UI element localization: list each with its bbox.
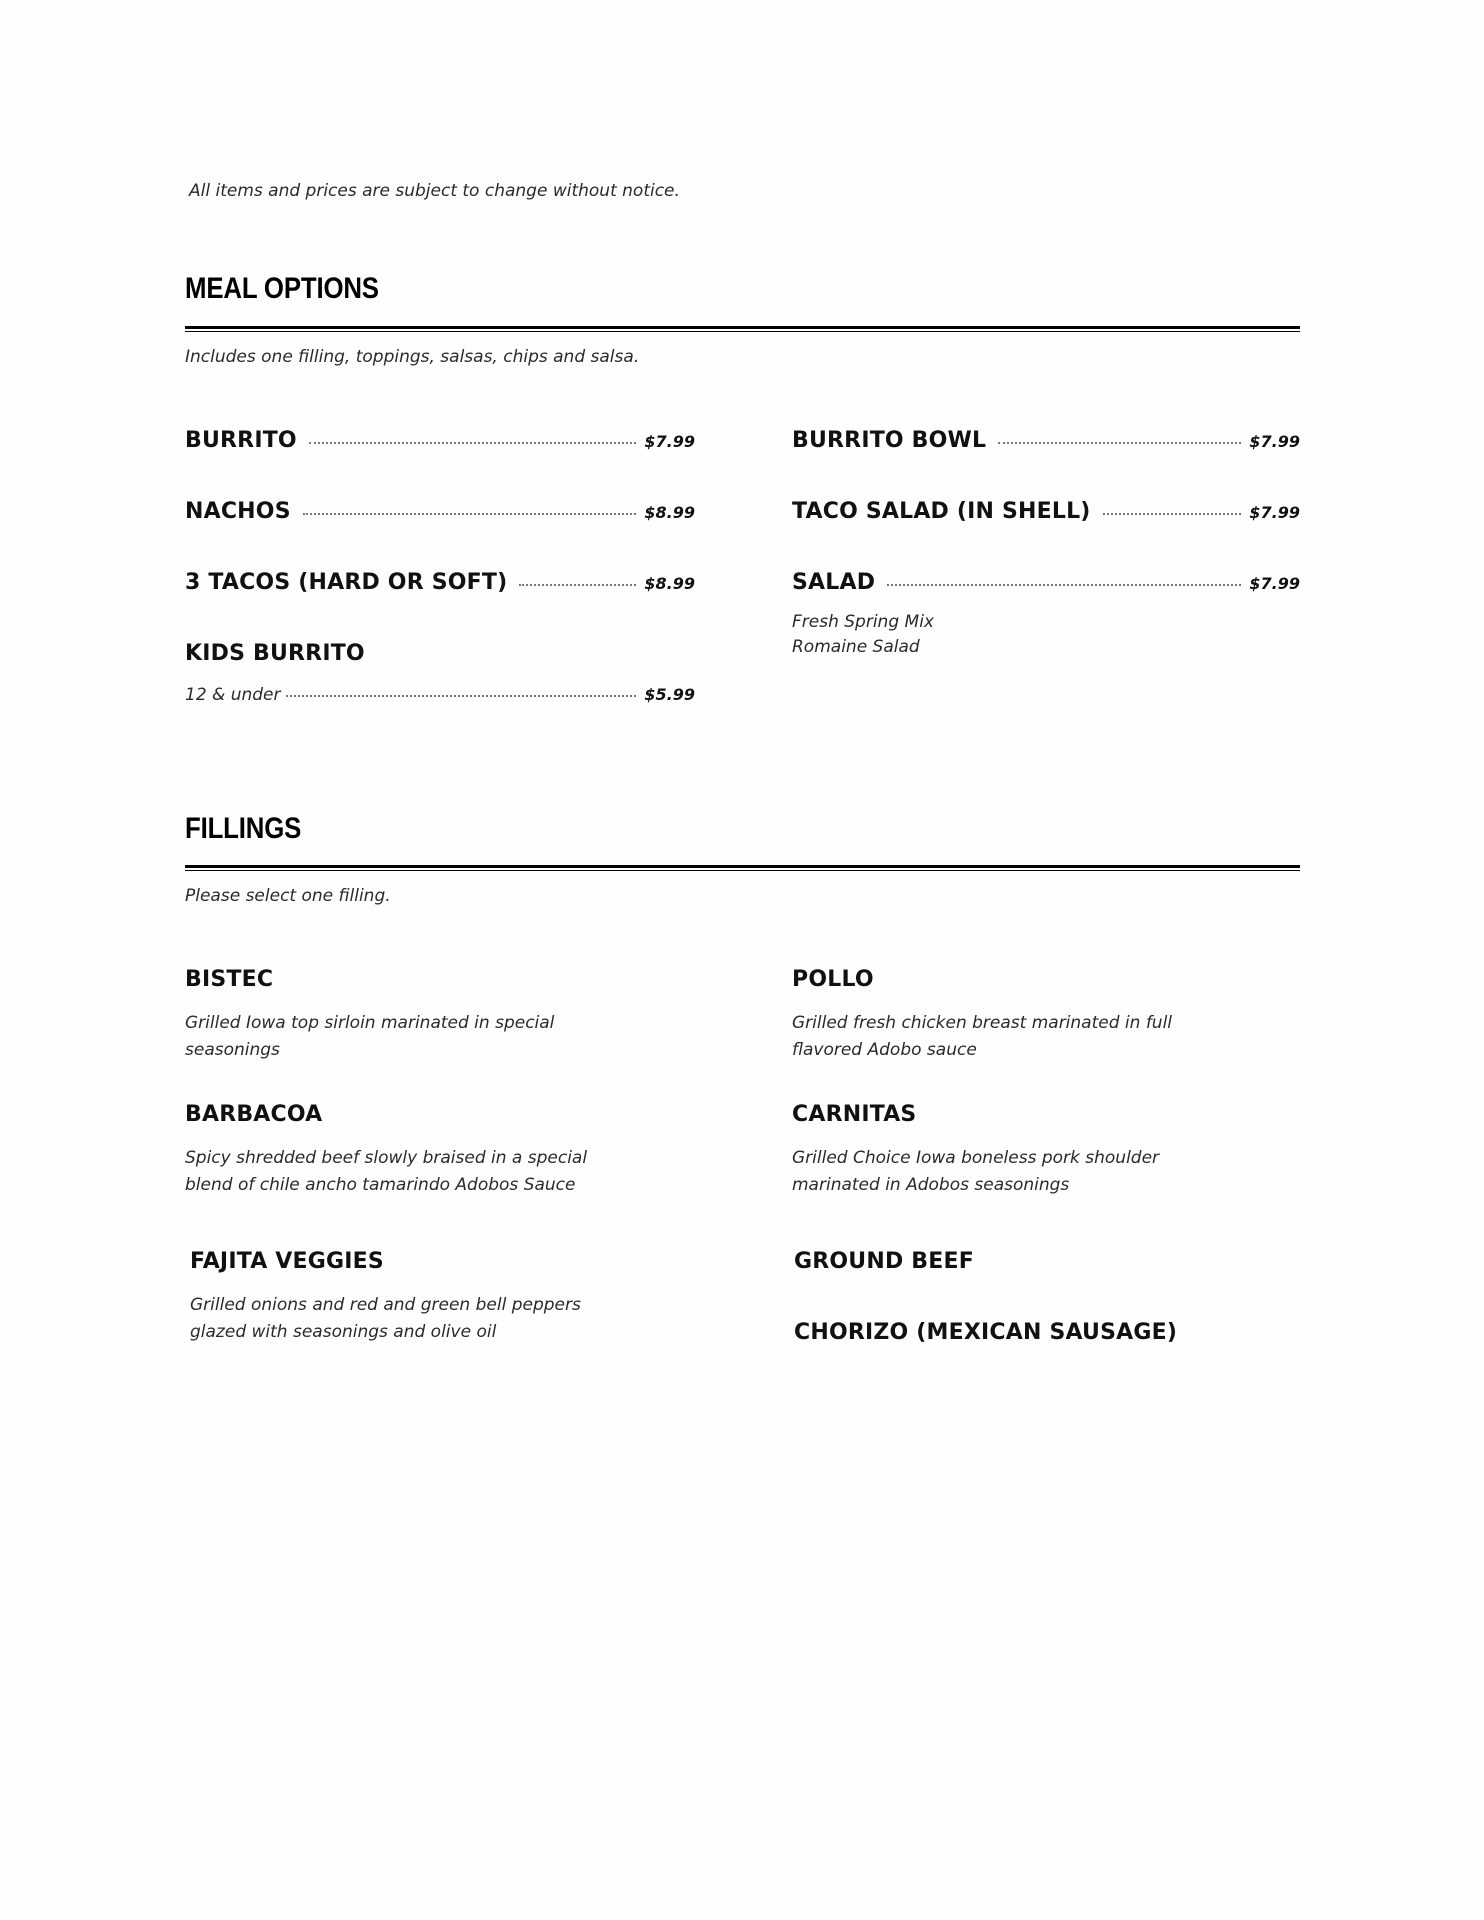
item-name: BURRITO bbox=[185, 428, 297, 453]
menu-item bbox=[792, 499, 1300, 524]
dot-leader bbox=[519, 584, 636, 586]
item-price: $8.99 bbox=[644, 503, 695, 522]
menu-item bbox=[792, 428, 1300, 453]
dot-leader bbox=[998, 442, 1241, 444]
dot-leader bbox=[286, 695, 636, 697]
item-price: $5.99 bbox=[644, 685, 695, 704]
menu-item bbox=[792, 570, 1300, 595]
filling-name: FAJITA VEGGIES bbox=[190, 1249, 384, 1274]
dot-leader bbox=[309, 442, 637, 444]
salad-desc-line: Romaine Salad bbox=[792, 637, 920, 657]
filling-desc: Grilled onions and red and green bell peppers glazed with seasonings and olive oil bbox=[190, 1295, 581, 1342]
filling-desc: Spicy shredded beef slowly braised in a special blend of chile ancho tamarindo Adobos Sauce bbox=[185, 1148, 588, 1195]
filling-name: BISTEC bbox=[185, 967, 274, 992]
dot-leader bbox=[1103, 513, 1242, 515]
dot-leader bbox=[887, 584, 1241, 586]
item-price: $7.99 bbox=[1249, 503, 1300, 522]
filling-name: CARNITAS bbox=[792, 1102, 917, 1127]
filling-desc: Grilled fresh chicken breast marinated in full flavored Adobo sauce bbox=[792, 1013, 1173, 1060]
section-subtitle: Please select one filling. bbox=[185, 886, 391, 906]
item-name: 3 TACOS (HARD OR SOFT) bbox=[185, 570, 508, 595]
kids-age-note: 12 & under bbox=[185, 685, 281, 705]
item-price: $7.99 bbox=[1249, 574, 1300, 593]
price-notice: All items and prices are subject to change without notice. bbox=[189, 181, 680, 201]
filling-name: BARBACOA bbox=[185, 1102, 323, 1127]
item-name: SALAD bbox=[792, 570, 876, 595]
item-price: $8.99 bbox=[644, 574, 695, 593]
menu-item bbox=[185, 570, 695, 595]
item-price: $7.99 bbox=[644, 432, 695, 451]
dot-leader bbox=[303, 513, 637, 515]
item-name: BURRITO BOWL bbox=[792, 428, 987, 453]
filling-name: CHORIZO (MEXICAN SAUSAGE) bbox=[794, 1320, 1178, 1345]
section-title-fillings: FILLINGS bbox=[185, 812, 302, 845]
section-subtitle: Includes one filling, toppings, salsas, chips and salsa. bbox=[185, 347, 640, 367]
filling-name: POLLO bbox=[792, 967, 874, 992]
section-rule bbox=[185, 326, 1300, 332]
kids-burrito-name: KIDS BURRITO bbox=[185, 641, 365, 666]
item-price: $7.99 bbox=[1249, 432, 1300, 451]
kids-burrito-price-row bbox=[185, 685, 695, 705]
menu-item bbox=[185, 428, 695, 453]
section-rule bbox=[185, 865, 1300, 871]
item-name: NACHOS bbox=[185, 499, 291, 524]
menu-item bbox=[185, 499, 695, 524]
filling-desc: Grilled Iowa top sirloin marinated in special seasonings bbox=[185, 1013, 555, 1060]
filling-desc: Grilled Choice Iowa boneless pork shoulder marinated in Adobos seasonings bbox=[792, 1148, 1160, 1195]
filling-name: GROUND BEEF bbox=[794, 1249, 974, 1274]
salad-desc-line: Fresh Spring Mix bbox=[792, 612, 934, 632]
section-title-meal-options: MEAL OPTIONS bbox=[185, 272, 379, 305]
item-name: TACO SALAD (IN SHELL) bbox=[792, 499, 1091, 524]
